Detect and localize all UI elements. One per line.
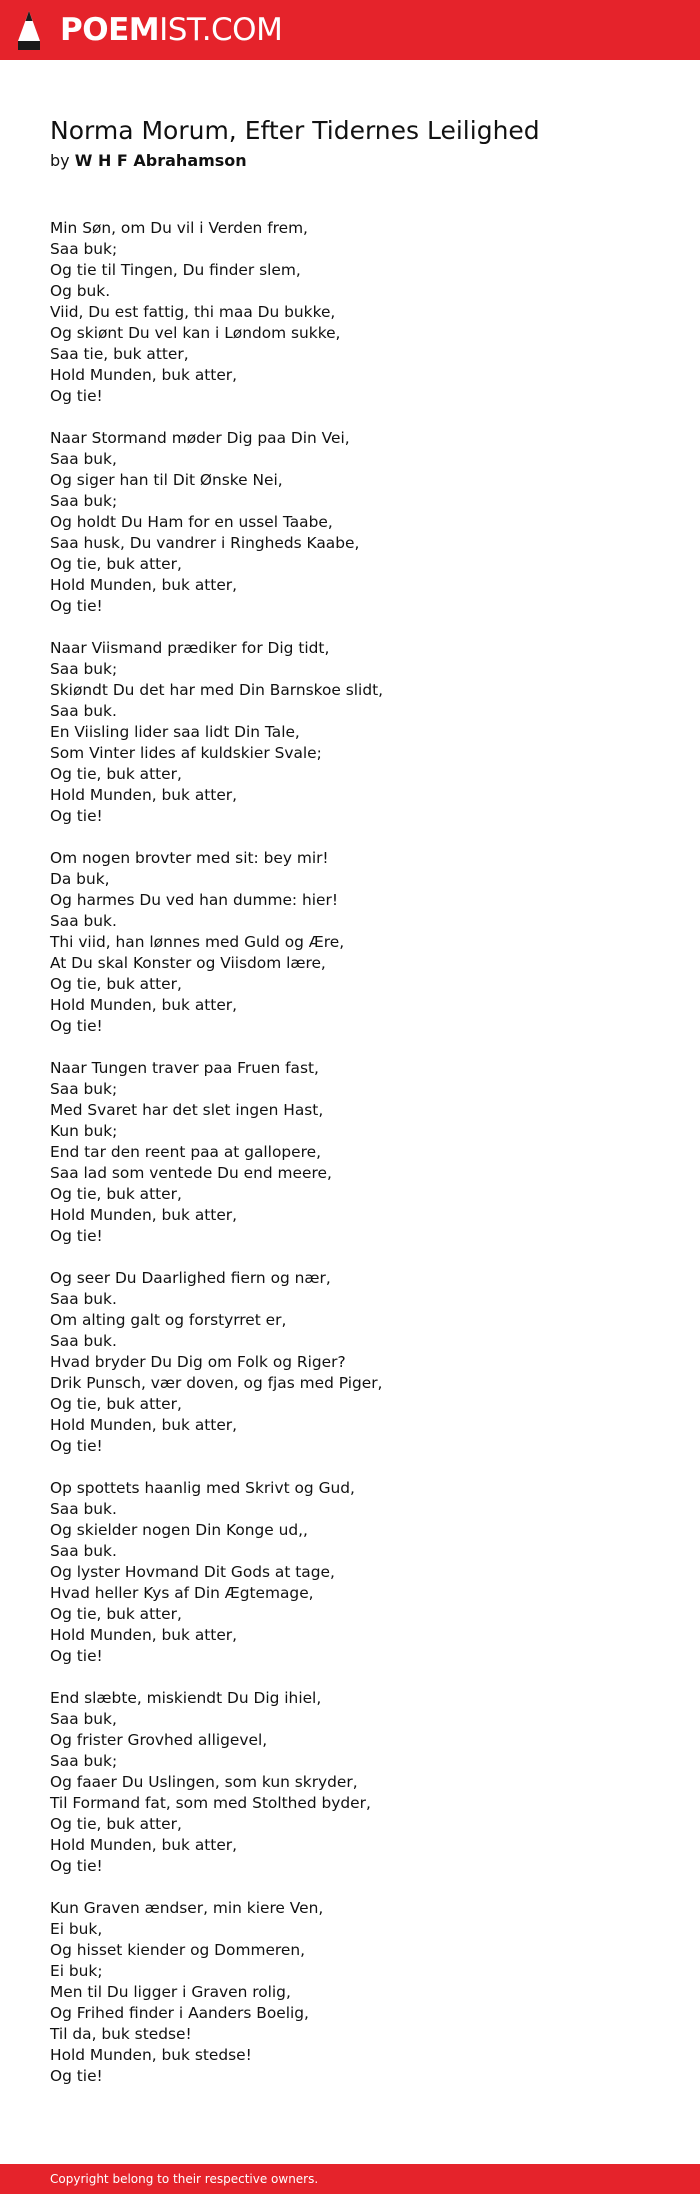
poem-line: Kun Graven ændser, min kiere Ven, (50, 1899, 324, 1917)
poem-line: Da buk, (50, 870, 110, 888)
poem-line: Og tie! (50, 1437, 103, 1455)
poem-line: Saa husk, Du vandrer i Ringheds Kaabe, (50, 534, 360, 552)
stanza (50, 1688, 670, 1877)
poem-line: Om alting galt og forstyrret er, (50, 1311, 287, 1329)
poem-line: Hold Munden, buk atter, (50, 1626, 238, 1644)
poem-line: Ei buk, (50, 1920, 103, 1938)
poem-line: Hold Munden, buk stedse! (50, 2046, 252, 2064)
poem-line: Hold Munden, buk atter, (50, 1206, 238, 1224)
poem-line: Og tie! (50, 387, 103, 405)
poem-line: Og tie! (50, 1647, 103, 1665)
stanza (50, 1058, 670, 1247)
brand-light-text: IST.COM (159, 12, 283, 48)
poem-line: Saa tie, buk atter, (50, 345, 189, 363)
stanza (50, 218, 670, 407)
poem-line: Hold Munden, buk atter, (50, 1836, 238, 1854)
by-label: by (50, 151, 70, 170)
poem-body (50, 218, 670, 2108)
stanza (50, 1478, 670, 1667)
poem-line: Hold Munden, buk atter, (50, 996, 238, 1014)
poem-line: Og tie, buk atter, (50, 1395, 182, 1413)
poem-line: Og holdt Du Ham for en ussel Taabe, (50, 513, 333, 531)
poem-line: Og siger han til Dit Ønske Nei, (50, 471, 283, 489)
poem-line: Saa buk; (50, 1752, 118, 1770)
poem-line: Drik Punsch, vær doven, og fjas med Piger, (50, 1374, 383, 1392)
poem-line: Hold Munden, buk atter, (50, 366, 238, 384)
poem-line: En Viisling lider saa lidt Din Tale, (50, 723, 300, 741)
site-header (0, 0, 700, 60)
poem-line: At Du skal Konster og Viisdom lære, (50, 954, 326, 972)
copyright-notice: Copyright belong to their respective owners. (50, 2172, 319, 2186)
poem-line: Og faaer Du Uslingen, som kun skryder, (50, 1773, 358, 1791)
poem-line: Og harmes Du ved han dumme: hier! (50, 891, 339, 909)
poem-author: W H F Abrahamson (74, 151, 247, 170)
poem-line: Kun buk; (50, 1122, 118, 1140)
poem-line: Saa buk, (50, 1710, 117, 1728)
poem-line: Thi viid, han lønnes med Guld og Ære, (50, 933, 345, 951)
poem-line: Saa buk. (50, 1500, 117, 1518)
poem-line: Viid, Du est fattig, thi maa Du bukke, (50, 303, 336, 321)
poem-line: Saa lad som ventede Du end meere, (50, 1164, 332, 1182)
poem-line: Naar Stormand møder Dig paa Din Vei, (50, 429, 350, 447)
poem-line: Hvad bryder Du Dig om Folk og Riger? (50, 1353, 346, 1371)
poem-line: Saa buk, (50, 450, 117, 468)
poem-line: Og seer Du Daarlighed fiern og nær, (50, 1269, 331, 1287)
poem-line: Og tie, buk atter, (50, 1605, 182, 1623)
stanza (50, 848, 670, 1037)
stanza (50, 1268, 670, 1457)
poem-line: Og skielder nogen Din Konge ud,, (50, 1521, 308, 1539)
poem-line: Som Vinter lides af kuldskier Svale; (50, 744, 322, 762)
poem-title: Norma Morum, Efter Tidernes Leilighed (50, 116, 540, 145)
poem-line: Og tie! (50, 1857, 103, 1875)
pencil-icon[interactable] (16, 10, 42, 52)
poem-line: Hold Munden, buk atter, (50, 1416, 238, 1434)
stanza (50, 638, 670, 827)
poem-line: Saa buk; (50, 1080, 118, 1098)
poem-line: Saa buk; (50, 492, 118, 510)
poem-line: Og tie, buk atter, (50, 765, 182, 783)
poem-line: Skiøndt Du det har med Din Barnskoe slidt, (50, 681, 384, 699)
stanza (50, 428, 670, 617)
site-footer (0, 2164, 700, 2194)
poem-line: Naar Tungen traver paa Fruen fast, (50, 1059, 319, 1077)
poem-line: Og hisset kiender og Dommeren, (50, 1941, 306, 1959)
poem-line: Saa buk; (50, 240, 118, 258)
poem-line: Saa buk. (50, 1332, 117, 1350)
poem-line: Og tie, buk atter, (50, 1815, 182, 1833)
poem-line: Naar Viismand prædiker for Dig tidt, (50, 639, 330, 657)
poem-line: Til da, buk stedse! (50, 2025, 192, 2043)
poem-line: Og tie! (50, 807, 103, 825)
poem-line: Og tie! (50, 1017, 103, 1035)
poem-line: Om nogen brovter med sit: bey mir! (50, 849, 329, 867)
poem-line: End slæbte, miskiendt Du Dig ihiel, (50, 1689, 322, 1707)
poem-line: Til Formand fat, som med Stolthed byder, (50, 1794, 371, 1812)
poem-line: Saa buk. (50, 1542, 117, 1560)
poem-line: Op spottets haanlig med Skrivt og Gud, (50, 1479, 355, 1497)
poem-line: Ei buk; (50, 1962, 103, 1980)
poem-line: Saa buk; (50, 660, 118, 678)
poem-heading (50, 114, 670, 172)
poem-line: Og tie! (50, 1227, 103, 1245)
stanza (50, 1898, 670, 2087)
poem-line: Og skiønt Du vel kan i Løndom sukke, (50, 324, 341, 342)
poem-line: Og tie! (50, 597, 103, 615)
poem-line: Og lyster Hovmand Dit Gods at tage, (50, 1563, 335, 1581)
poem-line: Og tie, buk atter, (50, 555, 182, 573)
poem-line: Med Svaret har det slet ingen Hast, (50, 1101, 324, 1119)
poem-line: Og tie, buk atter, (50, 975, 182, 993)
poem-line: Hvad heller Kys af Din Ægtemage, (50, 1584, 314, 1602)
poem-line: Og tie, buk atter, (50, 1185, 182, 1203)
poem-line: Men til Du ligger i Graven rolig, (50, 1983, 291, 2001)
poem-line: Og frister Grovhed alligevel, (50, 1731, 268, 1749)
brand-bold-text: POEM (60, 12, 160, 48)
poem-line: Hold Munden, buk atter, (50, 786, 238, 804)
poem-line: Og tie til Tingen, Du finder slem, (50, 261, 301, 279)
site-logo[interactable] (60, 10, 282, 50)
poem-line: Og buk. (50, 282, 111, 300)
poem-line: Saa buk. (50, 912, 117, 930)
poem-line: Min Søn, om Du vil i Verden frem, (50, 219, 308, 237)
byline (50, 150, 670, 172)
poem-line: End tar den reent paa at gallopere, (50, 1143, 321, 1161)
poem-line: Og tie! (50, 2067, 103, 2085)
poem-line: Hold Munden, buk atter, (50, 576, 238, 594)
poem-line: Saa buk. (50, 702, 117, 720)
poem-line: Saa buk. (50, 1290, 117, 1308)
poem-line: Og Frihed finder i Aanders Boelig, (50, 2004, 309, 2022)
